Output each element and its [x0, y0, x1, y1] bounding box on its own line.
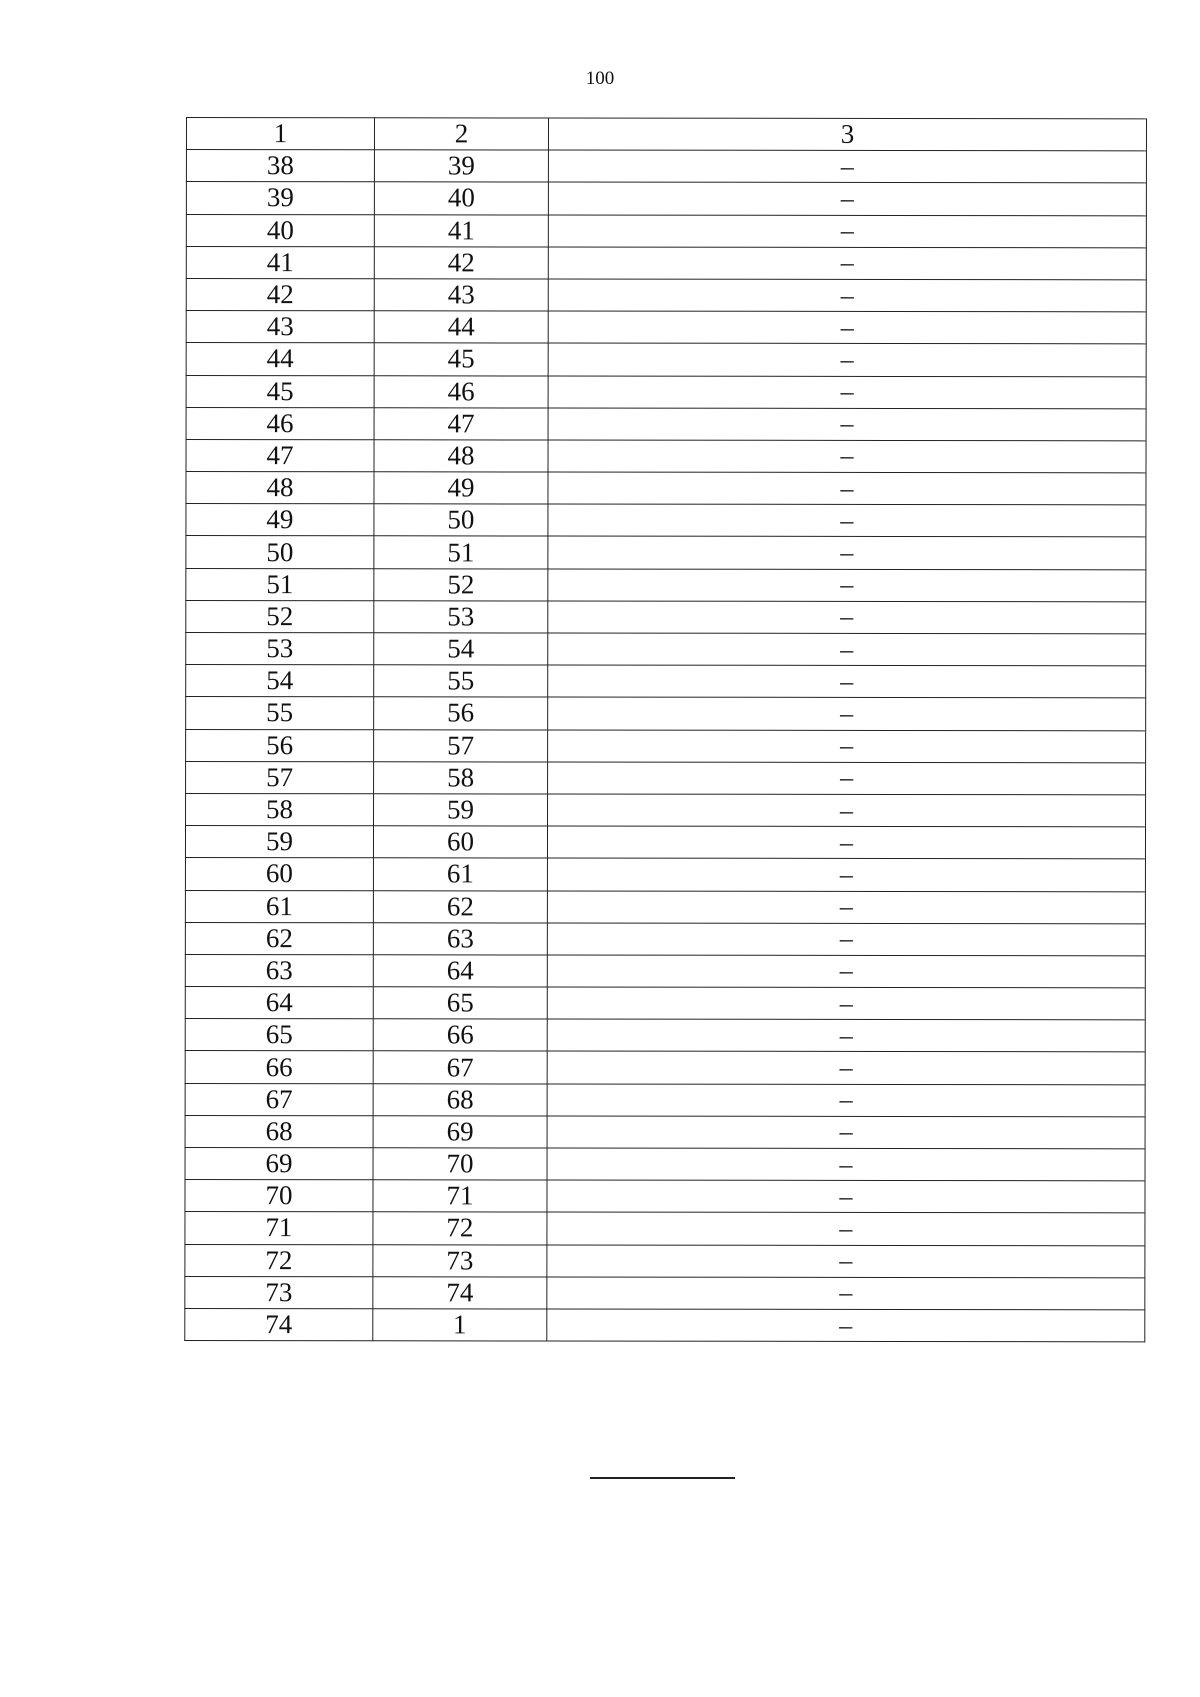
table-body [185, 118, 1147, 1342]
table-cell-col-1: 57 [186, 761, 374, 793]
table-cell-col-1: 61 [185, 890, 373, 922]
table-cell-col-1: 62 [185, 922, 373, 954]
table-row [185, 1051, 1145, 1085]
table-cell-col-1: 40 [186, 214, 374, 246]
table-cell-col-2: 69 [373, 1116, 547, 1148]
table-row [186, 150, 1146, 184]
table-row [185, 1115, 1145, 1149]
table-cell-col-1: 39 [186, 182, 374, 214]
table-cell-col-1: 71 [185, 1212, 373, 1244]
table-cell-col-3: – [548, 730, 1146, 763]
table-row [186, 375, 1146, 409]
table-row [186, 633, 1146, 667]
table-cell-col-1: 47 [186, 439, 374, 471]
table-row [186, 278, 1146, 312]
table-row [185, 1019, 1145, 1053]
table-cell-col-3: – [548, 408, 1146, 441]
table-row [185, 1244, 1145, 1278]
table-cell-col-2: 42 [374, 247, 548, 279]
table-cell-col-1: 44 [186, 343, 374, 375]
table-cell-col-2: 48 [374, 440, 548, 472]
table-cell-col-1: 60 [185, 858, 373, 890]
table-cell-col-2: 63 [373, 922, 547, 954]
table-cell-col-1: 64 [185, 987, 373, 1019]
table-cell-col-3: – [547, 1180, 1145, 1213]
table-row [185, 1180, 1145, 1214]
table-row [185, 1147, 1145, 1181]
table-cell-col-3: – [547, 1051, 1145, 1084]
table-cell-col-1: 49 [186, 504, 374, 536]
table-cell-col-2: 1 [373, 1309, 547, 1341]
table-row [185, 858, 1145, 892]
table-row [186, 729, 1146, 763]
page-number: 100 [585, 68, 615, 89]
table-cell-col-1: 58 [186, 793, 374, 825]
table-row [185, 890, 1145, 924]
table-cell-col-2: 39 [374, 150, 548, 182]
table-cell-col-3: – [547, 987, 1145, 1020]
table-row [186, 439, 1146, 473]
table-cell-col-3: – [547, 826, 1145, 859]
table-cell-col-3: – [548, 697, 1146, 730]
table-cell-col-3: – [547, 1116, 1145, 1149]
table-cell-col-2: 56 [374, 697, 548, 729]
table-cell-col-2: 73 [373, 1244, 547, 1276]
table-cell-col-1: 54 [186, 665, 374, 697]
table-cell-col-2: 55 [374, 665, 548, 697]
table-cell-col-2: 70 [373, 1148, 547, 1180]
table-cell-col-3: – [548, 215, 1146, 248]
table-cell-col-3: – [548, 150, 1146, 183]
table-cell-col-3: – [547, 891, 1145, 924]
table-row [186, 568, 1146, 602]
table-cell-col-3: – [548, 762, 1146, 795]
table-row [186, 214, 1146, 248]
table-cell-col-3: – [548, 504, 1146, 537]
table-row [185, 1308, 1145, 1342]
table-cell-col-1: 43 [186, 311, 374, 343]
table-cell-col-2: 65 [373, 987, 547, 1019]
table-row [186, 407, 1146, 441]
table-cell-col-2: 67 [373, 1051, 547, 1083]
table-row [186, 246, 1146, 280]
table-row [186, 472, 1146, 506]
table-cell-col-1: 65 [185, 1019, 373, 1051]
table-cell-col-2: 46 [374, 375, 548, 407]
table-cell-col-2: 58 [374, 762, 548, 794]
table-cell-col-3: – [548, 472, 1146, 505]
table-row [185, 1276, 1145, 1310]
table-row [185, 987, 1145, 1021]
table-cell-col-1: 41 [186, 246, 374, 278]
table-cell-col-2: 47 [374, 407, 548, 439]
table-cell-col-3: – [548, 665, 1146, 698]
table-row [186, 600, 1146, 634]
table-cell-col-3: – [547, 1148, 1145, 1181]
table-cell-col-2: 66 [373, 1019, 547, 1051]
table-cell-col-1: 63 [185, 954, 373, 986]
table-cell-col-2: 54 [374, 633, 548, 665]
table-cell-col-2: 68 [373, 1083, 547, 1115]
table-cell-col-3: – [547, 1212, 1145, 1245]
table-cell-col-2: 74 [373, 1277, 547, 1309]
table-cell-col-3: – [547, 1019, 1145, 1052]
header-cell-col-1: 1 [186, 118, 374, 150]
table-cell-col-2: 50 [374, 504, 548, 536]
data-table [184, 117, 1147, 1342]
table-cell-col-2: 45 [374, 343, 548, 375]
table-header-row [186, 118, 1146, 152]
table-cell-col-1: 56 [186, 729, 374, 761]
table-cell-col-1: 45 [186, 375, 374, 407]
table-row [186, 793, 1146, 827]
table-cell-col-3: – [548, 440, 1146, 473]
header-cell-col-2: 2 [374, 118, 548, 150]
table-cell-col-2: 71 [373, 1180, 547, 1212]
table-cell-col-3: – [547, 955, 1145, 988]
table-cell-col-1: 66 [185, 1051, 373, 1083]
table-cell-col-3: – [548, 536, 1146, 569]
table-cell-col-2: 44 [374, 311, 548, 343]
table-cell-col-2: 40 [374, 182, 548, 214]
table-cell-col-3: – [548, 247, 1146, 280]
table-row [186, 536, 1146, 570]
table-cell-col-1: 74 [185, 1308, 373, 1340]
table-cell-col-3: – [548, 794, 1146, 827]
table-cell-col-3: – [548, 569, 1146, 602]
table-row [186, 182, 1146, 216]
table-row [185, 826, 1145, 860]
table-cell-col-2: 62 [373, 890, 547, 922]
table-cell-col-3: – [547, 1277, 1145, 1310]
table-cell-col-1: 51 [186, 568, 374, 600]
table-cell-col-1: 55 [186, 697, 374, 729]
table-cell-col-3: – [548, 311, 1146, 344]
table-cell-col-3: – [547, 1309, 1145, 1342]
table-cell-col-1: 52 [186, 600, 374, 632]
table-cell-col-2: 59 [374, 794, 548, 826]
table-row [185, 1212, 1145, 1246]
table-cell-col-2: 60 [373, 826, 547, 858]
table-cell-col-3: – [548, 279, 1146, 312]
table-cell-col-1: 38 [186, 150, 374, 182]
table-cell-col-1: 53 [186, 633, 374, 665]
table-cell-col-1: 46 [186, 407, 374, 439]
table-cell-col-3: – [548, 182, 1146, 215]
end-of-document-rule [590, 1477, 735, 1479]
table-cell-col-3: – [547, 1084, 1145, 1117]
table-row [185, 954, 1145, 988]
table-cell-col-1: 72 [185, 1244, 373, 1276]
table-row [186, 343, 1146, 377]
table-cell-col-2: 72 [373, 1212, 547, 1244]
table-row [186, 311, 1146, 345]
table-cell-col-3: – [547, 1245, 1145, 1278]
table-cell-col-1: 68 [185, 1115, 373, 1147]
table-cell-col-1: 59 [185, 826, 373, 858]
header-cell-col-3: 3 [548, 118, 1146, 151]
table-cell-col-1: 70 [185, 1180, 373, 1212]
table-row [185, 922, 1145, 956]
table-row [185, 1083, 1145, 1117]
table-cell-col-2: 57 [374, 729, 548, 761]
table-cell-col-1: 67 [185, 1083, 373, 1115]
table-cell-col-1: 48 [186, 472, 374, 504]
table-row [186, 761, 1146, 795]
table-row [186, 665, 1146, 699]
table-row [186, 504, 1146, 538]
table-cell-col-2: 61 [373, 858, 547, 890]
table-cell-col-1: 73 [185, 1276, 373, 1308]
table-cell-col-2: 52 [374, 568, 548, 600]
table-cell-col-3: – [548, 343, 1146, 376]
table-cell-col-2: 43 [374, 279, 548, 311]
table-cell-col-3: – [547, 858, 1145, 891]
table-cell-col-1: 50 [186, 536, 374, 568]
table-cell-col-1: 69 [185, 1147, 373, 1179]
table-cell-col-2: 51 [374, 536, 548, 568]
table-cell-col-1: 42 [186, 278, 374, 310]
table-cell-col-3: – [548, 601, 1146, 634]
table-cell-col-2: 41 [374, 214, 548, 246]
table-cell-col-2: 53 [374, 601, 548, 633]
table-cell-col-2: 49 [374, 472, 548, 504]
table-cell-col-3: – [547, 923, 1145, 956]
table-cell-col-3: – [548, 633, 1146, 666]
table-row [186, 697, 1146, 731]
table-cell-col-3: – [548, 376, 1146, 409]
table-cell-col-2: 64 [373, 955, 547, 987]
